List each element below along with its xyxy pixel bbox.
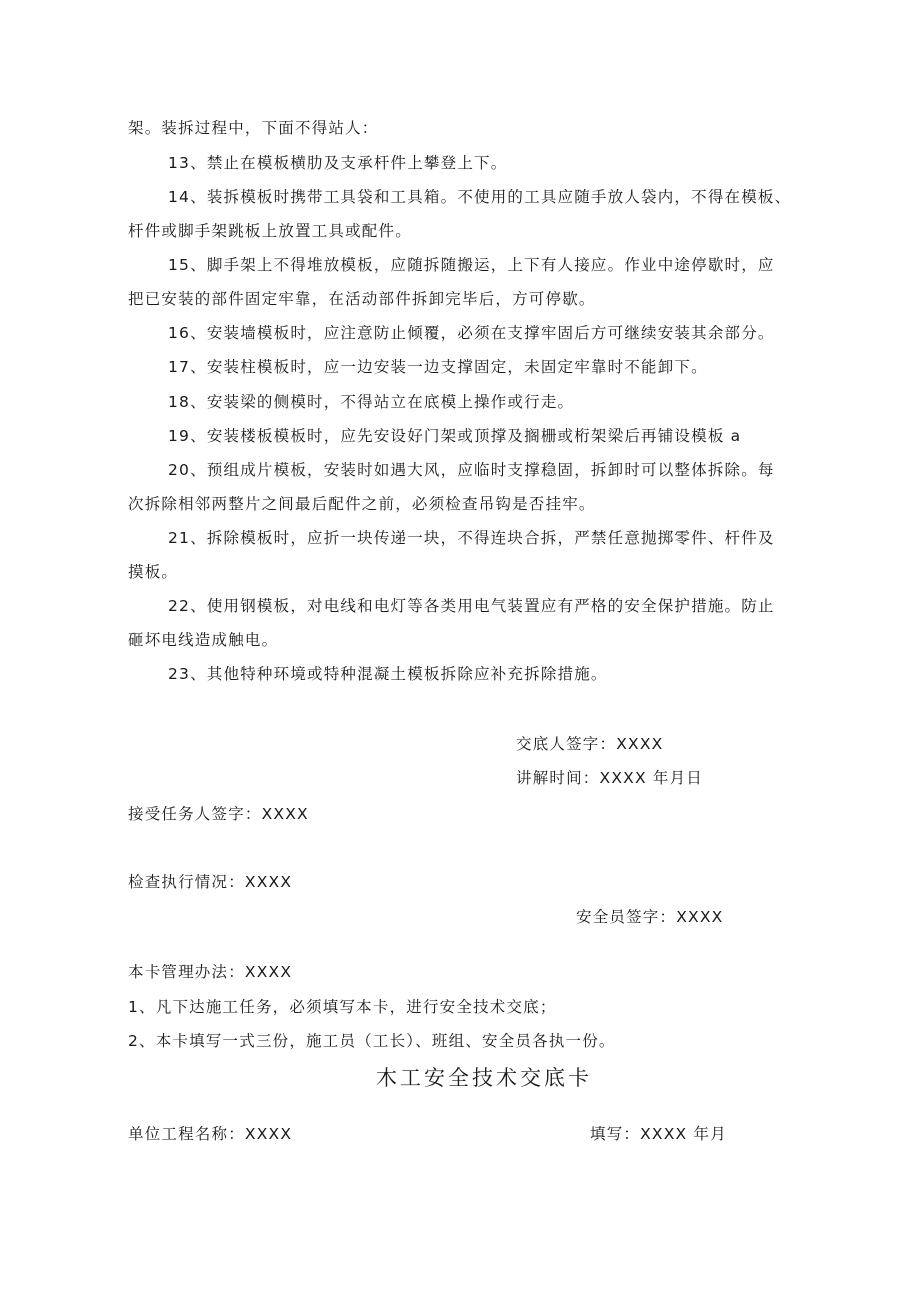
- safety-officer-signature: 安全员签字：XXXX: [576, 908, 724, 926]
- presenter-signature: 交底人签字：XXXX: [516, 735, 664, 753]
- project-name: 单位工程名称：XXXX: [128, 1125, 293, 1143]
- body-line: 16、安装墙模板时，应注意防止倾覆，必须在支撑牢固后方可继续安装其余部分。: [168, 324, 775, 342]
- body-line: 14、装拆模板时携带工具袋和工具箱。不使用的工具应随手放人袋内，不得在模板、: [168, 188, 792, 206]
- body-line: 15、脚手架上不得堆放模板，应随拆随搬运，上下有人接应。作业中途停歇时，应: [168, 256, 775, 274]
- receiver-signature: 接受任务人签字：XXXX: [128, 805, 309, 823]
- body-line: 杆件或脚手架跳板上放置工具或配件。: [128, 222, 412, 240]
- body-line: 砸坏电线造成触电。: [128, 631, 279, 649]
- body-line: 13、禁止在模板横肋及支承杆件上攀登上下。: [168, 154, 508, 172]
- management-heading: 本卡管理办法：XXXX: [128, 963, 293, 981]
- body-line: 21、拆除模板时，应折一块传递一块，不得连块合拆，严禁任意抛掷零件、杆件及: [168, 529, 775, 547]
- card-title: 木工安全技术交底卡: [376, 1066, 592, 1090]
- body-line: 17、安装柱模板时，应一边安装一边支撑固定，未固定牢靠时不能卸下。: [168, 358, 708, 376]
- filled-date: 填写：XXXX 年月: [590, 1125, 727, 1143]
- body-line: 22、使用钢模板，对电线和电灯等各类用电气装置应有严格的安全保护措施。防止: [168, 597, 775, 615]
- body-line: 19、安装楼板模板时，应先安设好门架或顶撑及搁栅或桁架梁后再铺设模板 a: [168, 427, 742, 445]
- inspection-status: 检查执行情况：XXXX: [128, 873, 293, 891]
- body-line: 23、其他特种环境或特种混凝土模板拆除应补充拆除措施。: [168, 665, 608, 683]
- management-rule: 2、本卡填写一式三份，施工员（工长）、班组、安全员各执一份。: [128, 1032, 616, 1050]
- body-line: 架。装拆过程中，下面不得站人：: [128, 119, 379, 137]
- body-line: 18、安装梁的侧模时，不得站立在底模上操作或行走。: [168, 393, 575, 411]
- explain-time: 讲解时间：XXXX 年月日: [516, 769, 704, 787]
- body-line: 把已安装的部件固定牢靠，在活动部件拆卸完毕后，方可停歇。: [128, 290, 596, 308]
- management-rule: 1、凡下达施工任务，必须填写本卡，进行安全技术交底；: [128, 998, 557, 1016]
- body-line: 次拆除相邻两整片之间最后配件之前，必须检查吊钩是否挂牢。: [128, 495, 596, 513]
- body-line: 20、预组成片模板，安装时如遇大风，应临时支撑稳固，拆卸时可以整体拆除。每: [168, 461, 775, 479]
- body-line: 摸板。: [128, 563, 179, 581]
